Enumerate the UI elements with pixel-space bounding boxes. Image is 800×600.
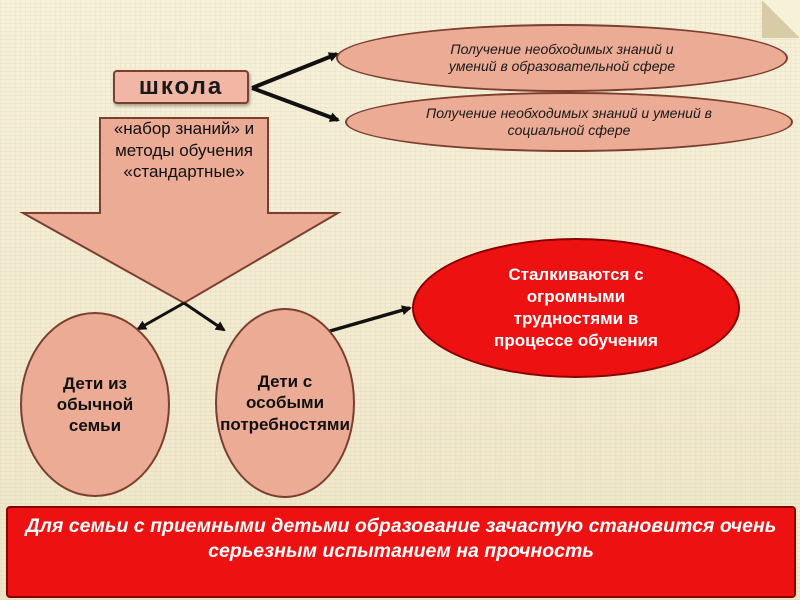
regular-family-text: Дети из обычной семьи	[56, 373, 134, 436]
arrow-school-to-social	[252, 88, 338, 120]
arrow-to-special-needs	[184, 303, 224, 330]
arrow-school-to-education	[252, 54, 337, 88]
difficulty-node	[412, 238, 740, 378]
education-outcome-node	[336, 24, 788, 92]
arrow-special-to-difficulty	[330, 308, 410, 331]
method-text: «набор знаний» и методы обучения «стандартные»	[113, 119, 255, 182]
conclusion-text: Для семьи с приемными детьми образование зачастую становится очень серьезным испытанием на прочность	[25, 515, 777, 563]
special-needs-text: Дети с особыми потребностями	[220, 372, 350, 434]
school-node: школа	[113, 70, 249, 104]
special-needs-node	[215, 308, 355, 498]
conclusion-banner	[6, 506, 796, 598]
social-outcome-node	[345, 92, 793, 152]
regular-family-node	[20, 312, 170, 497]
social-outcome-text: Получение необходимых знаний и умений в социальной сфере	[426, 105, 712, 138]
education-outcome-text: Получение необходимых знаний и умений в образовательной сфере	[448, 41, 676, 74]
arrow-to-regular-family	[138, 303, 184, 329]
difficulty-text: Сталкиваются с огромными трудностями в процессе обучения	[494, 264, 658, 351]
